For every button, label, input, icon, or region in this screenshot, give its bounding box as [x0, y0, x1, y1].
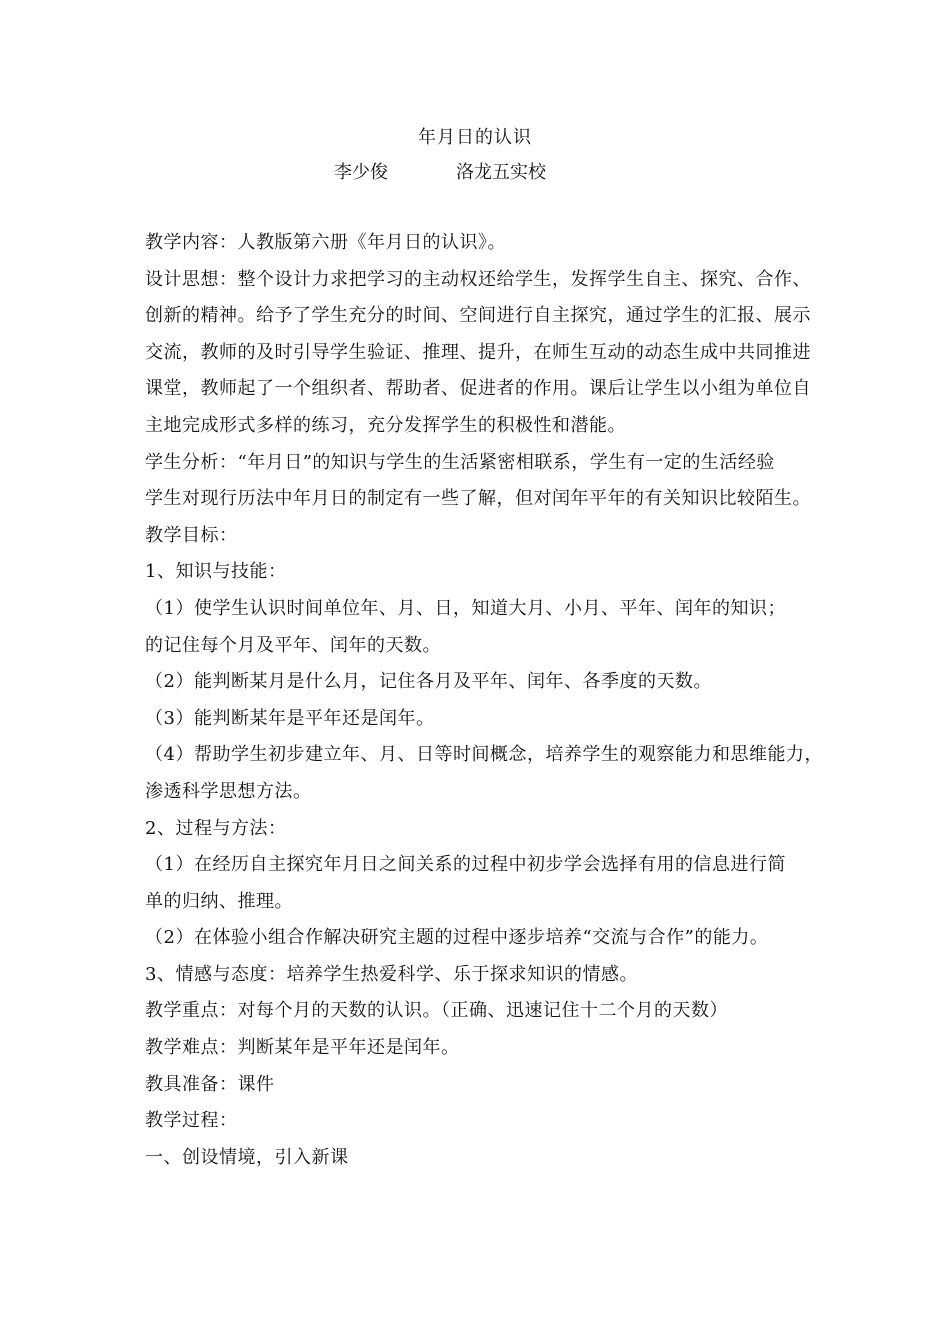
text-line: 教学重点：对每个月的天数的认识。（正确、迅速记住十二个月的天数） [145, 1000, 728, 1022]
text-line: （4）帮助学生初步建立年、月、日等时间概念，培养学生的观察能力和思维能力， [145, 744, 823, 766]
text-line: 学生分析：“年月日”的知识与学生的生活紧密相联系，学生有一定的生活经验 [145, 451, 775, 473]
text-line: 教具准备：课件 [145, 1073, 275, 1095]
text-line: 创新的精神。给予了学生充分的时间、空间进行自主探究，通过学生的汇报、展示 [145, 305, 811, 327]
text-line: （2）在体验小组合作解决研究主题的过程中逐步培养“交流与合作”的能力。 [145, 927, 769, 949]
text-line: 单的归纳、推理。 [145, 890, 293, 912]
text-line: （3）能判断某年是平年还是闰年。 [145, 707, 435, 729]
text-line: 课堂，教师起了一个组织者、帮助者、促进者的作用。课后让学生以小组为单位自 [145, 378, 811, 400]
text-line: 教学内容：人教版第六册《年月日的认识》。 [145, 232, 506, 253]
text-line: 设计思想：整个设计力求把学习的主动权还给学生，发挥学生自主、探究、合作、 [145, 268, 811, 290]
text-line: 交流，教师的及时引导学生验证、推理、提升，在师生互动的动态生成中共同推进 [145, 341, 811, 363]
byline [334, 160, 546, 186]
text-line: 渗透科学思想方法。 [145, 780, 312, 802]
document-title: 年月日的认识 [418, 127, 532, 148]
text-line: 教学难点：判断某年是平年还是闰年。 [145, 1037, 460, 1059]
document-body [145, 230, 823, 1181]
author-name: 李少俊 [334, 162, 388, 183]
text-line: 一、创设情境，引入新课 [145, 1146, 349, 1168]
text-line: 2、过程与方法： [145, 817, 287, 839]
text-line: （1）在经历自主探究年月日之间关系的过程中初步学会选择有用的信息进行简 [145, 854, 786, 876]
text-line: （2）能判断某月是什么月，记住各月及平年、闰年、各季度的天数。 [145, 671, 712, 693]
text-line: 教学过程： [145, 1110, 238, 1132]
text-line: （1）使学生认识时间单位年、月、日，知道大月、小月、平年、闰年的知识； [145, 597, 786, 619]
text-line: 3、情感与态度：培养学生热爱科学、乐于探求知识的情感。 [145, 963, 638, 985]
text-line: 1、知识与技能： [145, 561, 287, 583]
text-line: 的记住每个月及平年、闰年的天数。 [145, 634, 441, 656]
text-line: 主地完成形式多样的练习，充分发挥学生的积极性和潜能。 [145, 414, 626, 436]
school-name: 洛龙五实校 [456, 162, 546, 183]
text-line: 教学目标： [145, 524, 238, 546]
text-line: 学生对现行历法中年月日的制定有一些了解，但对闰年平年的有关知识比较陌生。 [145, 488, 811, 510]
